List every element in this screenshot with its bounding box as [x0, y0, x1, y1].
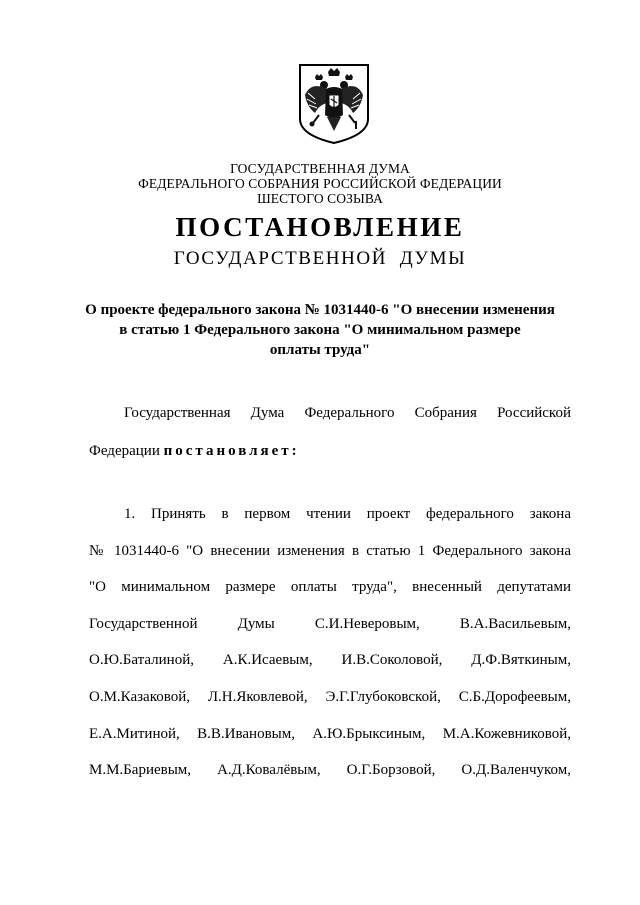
header-line-convocation: ШЕСТОГО СОЗЫВА [257, 191, 383, 206]
subject-line-3: оплаты труда" [269, 342, 371, 358]
header-line-duma: ГОСУДАРСТВЕННАЯ ДУМА [230, 161, 410, 176]
paragraph-line: "О минимальном размере оплаты труда", внесенный депутатами [89, 579, 571, 595]
subject-line-2: в статью 1 Федерального закона "О минимальном размере [119, 322, 521, 338]
document-type-title: ПОСТАНОВЛЕНИЕ [175, 212, 465, 242]
resolves-keyword: постановляет: [163, 443, 300, 459]
preamble-line-2 [89, 443, 571, 460]
header-line-federal-assembly: ФЕДЕРАЛЬНОГО СОБРАНИЯ РОССИЙСКОЙ ФЕДЕРАЦИИ [138, 176, 502, 191]
paragraph-line: Государственной Думы С.И.Неверовым, В.А.Васильевым, [89, 616, 571, 632]
paragraph-line: О.Ю.Баталиной, А.К.Исаевым, И.В.Соколовой, Д.Ф.Вяткиным, [89, 652, 571, 668]
preamble-text: Федерации [89, 443, 160, 459]
subject-line-1: О проекте федерального закона № 1031440-6 "О внесении изменения [85, 302, 555, 318]
paragraph-line: 1. Принять в первом чтении проект федерального закона [124, 506, 571, 522]
document-issuer-title: ГОСУДАРСТВЕННОЙ ДУМЫ [173, 248, 467, 269]
preamble-line-1: Государственная Дума Федерального Собрания Российской [124, 405, 571, 421]
russian-coat-of-arms-icon [297, 63, 371, 145]
paragraph-line: № 1031440-6 "О внесении изменения в статью 1 Федерального закона [89, 543, 571, 559]
coat-of-arms-emblem [297, 63, 371, 145]
paragraph-line: О.М.Казаковой, Л.Н.Яковлевой, Э.Г.Глубоковской, С.Б.Дорофеевым, [89, 689, 571, 705]
paragraph-line: Е.А.Митиной, В.В.Ивановым, А.Ю.Брыксиным, М.А.Кожевниковой, [89, 726, 571, 742]
paragraph-line: М.М.Бариевым, А.Д.Ковалёвым, О.Г.Борзовой, О.Д.Валенчуком, [89, 762, 571, 778]
